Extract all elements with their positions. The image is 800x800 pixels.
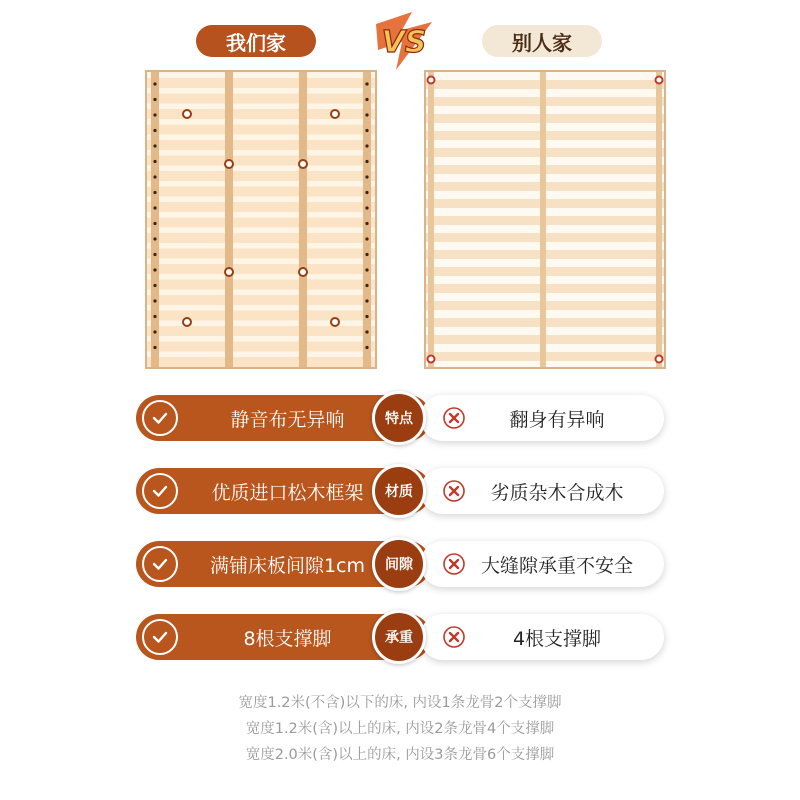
theirs-row [420,541,664,587]
theirs-row [420,614,664,660]
vs-logo [372,12,436,70]
cross-circle-icon [436,619,472,655]
our-bed-frame-image [145,70,377,369]
our-bed-frame-illustration [147,72,375,367]
note-line: 宽度2.0米(含)以上的床, 内设3条龙骨6个支撑脚 [245,747,555,763]
their-bed-frame-illustration [426,72,664,367]
their-bed-frame-image [424,70,666,369]
category-badge: 间隙 [372,537,426,591]
ours-feature-label: 静音布无异响 [230,408,345,431]
theirs-feature-label: 4根支撑脚 [512,627,602,650]
cross-circle-icon [436,400,472,436]
size-notes [0,690,800,768]
theirs-feature-label: 翻身有异响 [509,408,605,431]
ours-tag [196,25,316,57]
ours-feature-label: 满铺床板间隙1cm [209,554,366,577]
check-circle-icon [142,546,178,582]
theirs-row [420,395,664,441]
theirs-feature-label: 大缝隙承重不安全 [480,554,633,577]
ours-label: 我们家 [226,30,286,55]
theirs-label: 别人家 [512,30,572,55]
note-line: 宽度1.2米(含)以上的床, 内设2条龙骨4个支撑脚 [245,721,555,737]
cross-circle-icon [436,546,472,582]
vs-text: VS [381,25,427,60]
category-badge: 承重 [372,610,426,664]
check-circle-icon [142,473,178,509]
theirs-row [420,468,664,514]
check-circle-icon [142,400,178,436]
check-circle-icon [142,619,178,655]
ours-feature-label: 优质进口松木框架 [211,481,364,504]
theirs-tag [482,25,602,57]
category-badge: 材质 [372,464,426,518]
category-badge: 特点 [372,391,426,445]
note-line: 宽度1.2米(不含)以下的床, 内设1条龙骨2个支撑脚 [238,695,562,711]
cross-circle-icon [436,473,472,509]
theirs-feature-label: 劣质杂木合成木 [490,481,624,504]
ours-feature-label: 8根支撑脚 [243,627,332,650]
